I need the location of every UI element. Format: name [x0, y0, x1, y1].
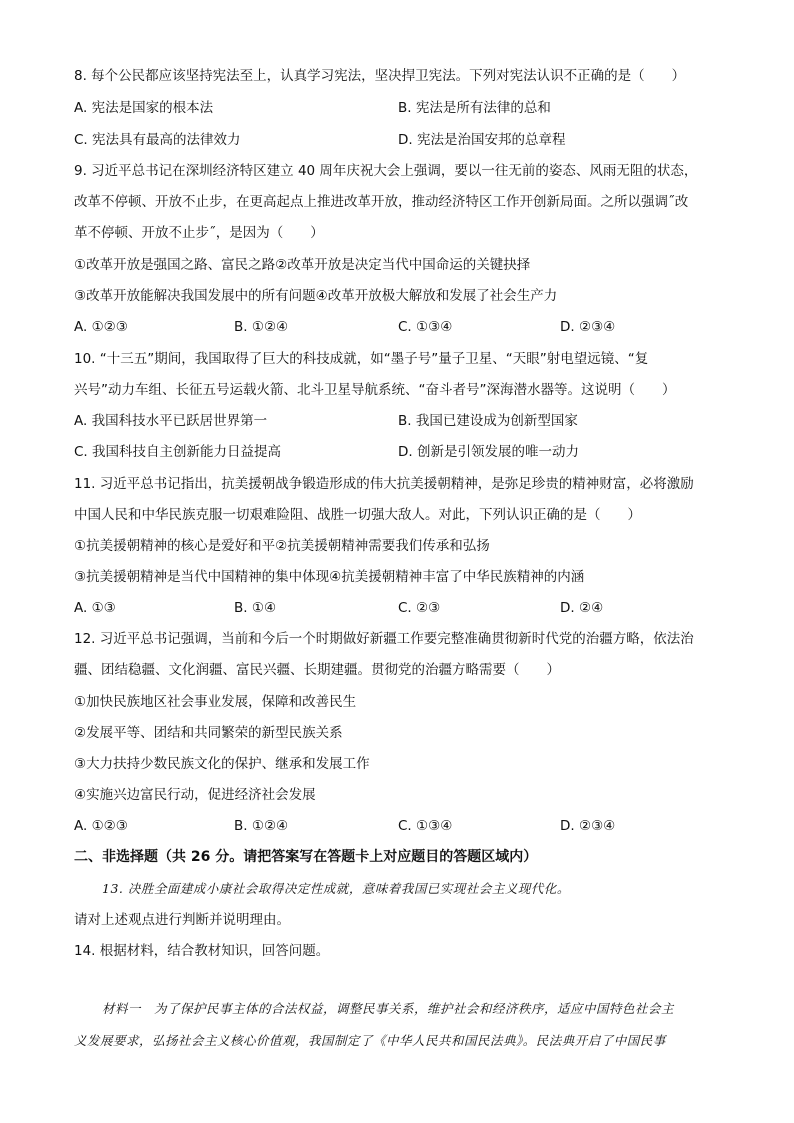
q12-statement: ③大力扶持少数民族文化的保护、继承和发展工作	[74, 756, 370, 772]
q11-option-a: A. ①③	[74, 600, 116, 616]
q12-option-d: D. ②③④	[560, 818, 616, 834]
q10-stem-line: 10. “十三五”期间，我国取得了巨大的科技成就，如“墨子号”量子卫星、“天眼”射电望远镜、“复	[74, 351, 649, 367]
q14-stem: 14. 根据材料，结合教材知识，回答问题。	[74, 943, 330, 959]
q12-statement: ④实施兴边富民行动，促进经济社会发展	[74, 787, 316, 803]
q11-option-b: B. ①④	[234, 600, 277, 616]
q8-option-d: D. 宪法是治国安邦的总章程	[398, 132, 566, 148]
q14-material-line: 材料一 为了保护民事主体的合法权益，调整民事关系，维护社会和经济秩序，适应中国特色社会主	[102, 1001, 675, 1016]
q12-stem-line: 疆、团结稳疆、文化润疆、富民兴疆、长期建疆。贯彻党的治疆方略需要（ ）	[74, 662, 560, 678]
q9-statement: ③改革开放能解决我国发展中的所有问题④改革开放极大解放和发展了社会生产力	[74, 288, 558, 304]
q13-statement: 13. 决胜全面建成小康社会取得决定性成就，意味着我国已实现社会主义现代化。	[102, 881, 570, 896]
q11-option-c: C. ②③	[398, 600, 441, 616]
q10-option-a: A. 我国科技水平已跃居世界第一	[74, 413, 268, 429]
q9-option-b: B. ①②④	[234, 319, 289, 335]
q8-stem: 8. 每个公民都应该坚持宪法至上，认真学习宪法，坚决捍卫宪法。下列对宪法认识不正确的是（ ）	[74, 68, 686, 84]
q11-statement: ①抗美援朝精神的核心是爱好和平②抗美援朝精神需要我们传承和弘扬	[74, 538, 490, 554]
q12-stem-line: 12. 习近平总书记强调，当前和今后一个时期做好新疆工作要完整准确贯彻新时代党的治疆方略，依法治	[74, 631, 694, 647]
q13-prompt: 请对上述观点进行判断并说明理由。	[74, 912, 290, 928]
q11-option-d: D. ②④	[560, 600, 604, 616]
q9-option-c: C. ①③④	[398, 319, 453, 335]
q11-statement: ③抗美援朝精神是当代中国精神的集中体现④抗美援朝精神丰富了中华民族精神的内涵	[74, 569, 585, 585]
q8-option-a: A. 宪法是国家的根本法	[74, 100, 214, 116]
q9-stem-line: 改革不停顿、开放不止步，在更高起点上推进改革开放，推动经济特区工作开创新局面。之所以强调˝改	[74, 194, 689, 210]
q12-statement: ②发展平等、团结和共同繁荣的新型民族关系	[74, 725, 343, 741]
q9-option-a: A. ①②③	[74, 319, 128, 335]
q10-stem-line: 兴号”动力车组、长征五号运载火箭、北斗卫星导航系统、“奋斗者号”深海潜水器等。这说明（ ）	[74, 382, 676, 398]
q12-option-a: A. ①②③	[74, 818, 128, 834]
q8-option-c: C. 宪法具有最高的法律效力	[74, 132, 241, 148]
q9-option-d: D. ②③④	[560, 319, 616, 335]
q8-option-b: B. 宪法是所有法律的总和	[398, 100, 551, 116]
q9-stem-line: 革不停顿、开放不止步˝，是因为（ ）	[74, 225, 324, 241]
q12-option-b: B. ①②④	[234, 818, 289, 834]
q12-option-c: C. ①③④	[398, 818, 453, 834]
q9-stem-line: 9. 习近平总书记在深圳经济特区建立 40 周年庆祝大会上强调，要以一往无前的姿态、风雨无阻的状态，	[74, 163, 698, 179]
q10-option-b: B. 我国已建设成为创新型国家	[398, 413, 578, 429]
q11-stem-line: 11. 习近平总书记指出，抗美援朝战争锻造形成的伟大抗美援朝精神，是弥足珍贵的精神财富，必将激励	[74, 476, 694, 492]
q11-stem-line: 中国人民和中华民族克服一切艰难险阻、战胜一切强大敌人。对此，下列认识正确的是（ ）	[74, 507, 641, 523]
q10-option-c: C. 我国科技自主创新能力日益提高	[74, 444, 282, 460]
section-heading: 二、非选择题（共 26 分。请把答案写在答题卡上对应题目的答题区域内）	[74, 849, 538, 865]
q9-statement: ①改革开放是强国之路、富民之路②改革开放是决定当代中国命运的关键抉择	[74, 257, 531, 273]
q12-statement: ①加快民族地区社会事业发展，保障和改善民生	[74, 694, 357, 710]
q10-option-d: D. 创新是引领发展的唯一动力	[398, 444, 579, 460]
q14-material-line: 义发展要求，弘扬社会主义核心价值观，我国制定了《中华人民共和国民法典》。民法典开启了中国民事	[74, 1033, 666, 1048]
